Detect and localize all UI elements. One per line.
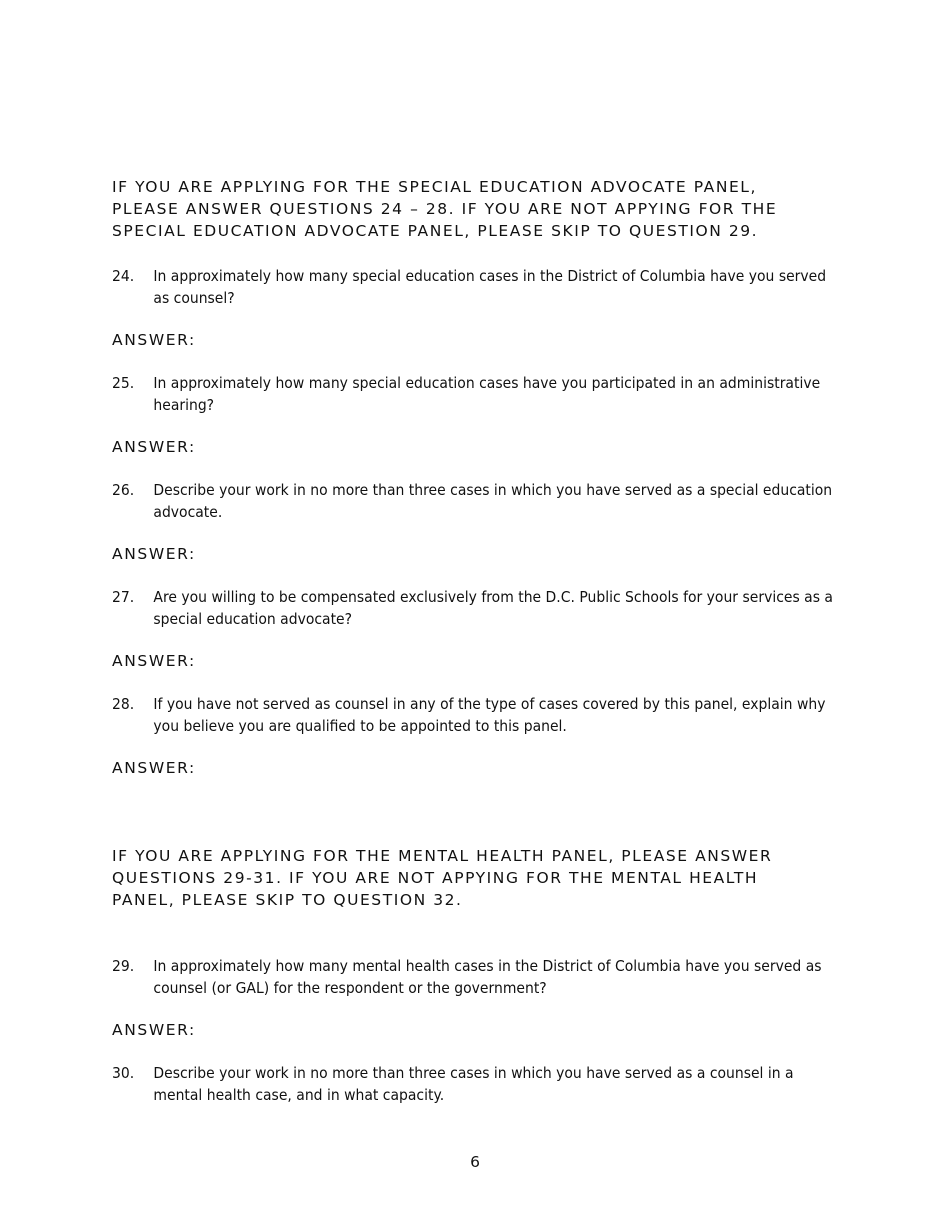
question-number: 29. <box>112 957 135 975</box>
question-text: In approximately how many mental health cases in the District of Columbia have you served as counsel (or GAL) for the respondent or the government? <box>153 957 822 997</box>
question-text: In approximately how many special education cases in the District of Columbia have you served as counsel? <box>153 267 827 307</box>
answer-label: ANSWER: <box>112 1021 196 1039</box>
question-24 <box>112 266 841 309</box>
question-text: In approximately how many special education cases have you participated in an administrative hearing? <box>153 374 821 414</box>
question-number: 27. <box>112 588 135 606</box>
question-text: If you have not served as counsel in any of the type of cases covered by this panel, explain why you believe you are qualified to be appointed to this panel. <box>153 695 826 735</box>
answer-label: ANSWER: <box>112 759 196 777</box>
question-number: 28. <box>112 695 135 713</box>
question-number: 24. <box>112 267 135 285</box>
document-page <box>112 176 842 1106</box>
question-number: 30. <box>112 1064 135 1082</box>
answer-label: ANSWER: <box>112 652 196 670</box>
question-25 <box>112 373 841 416</box>
answer-label: ANSWER: <box>112 331 196 349</box>
question-29 <box>112 956 841 999</box>
section-heading-mental-health: IF YOU ARE APPLYING FOR THE MENTAL HEALTH PANEL, PLEASE ANSWER QUESTIONS 29-31. IF YOU ARE NOT APPYING FOR THE MENTAL HEALTH PANEL, PLEASE SKIP TO QUESTION 32. <box>112 847 773 909</box>
answer-label: ANSWER: <box>112 438 196 456</box>
question-number: 25. <box>112 374 135 392</box>
question-number: 26. <box>112 481 135 499</box>
question-text: Describe your work in no more than three cases in which you have served as a special education advocate. <box>153 481 833 521</box>
section-heading-special-education: IF YOU ARE APPLYING FOR THE SPECIAL EDUCATION ADVOCATE PANEL, PLEASE ANSWER QUESTIONS 24 – 28. IF YOU ARE NOT APPYING FOR THE SPECIAL EDUCATION ADVOCATE PANEL, PLEASE SKIP TO QUESTION 29. <box>112 178 778 240</box>
question-text: Describe your work in no more than three cases in which you have served as a counsel in a mental health case, and in what capacity. <box>153 1064 794 1104</box>
question-28 <box>112 694 841 737</box>
question-text: Are you willing to be compensated exclusively from the D.C. Public Schools for your services as a special education advocate? <box>153 588 833 628</box>
question-30 <box>112 1063 841 1106</box>
question-27 <box>112 587 841 630</box>
answer-label: ANSWER: <box>112 545 196 563</box>
page-number: 6 <box>470 1153 480 1171</box>
question-26 <box>112 480 841 523</box>
